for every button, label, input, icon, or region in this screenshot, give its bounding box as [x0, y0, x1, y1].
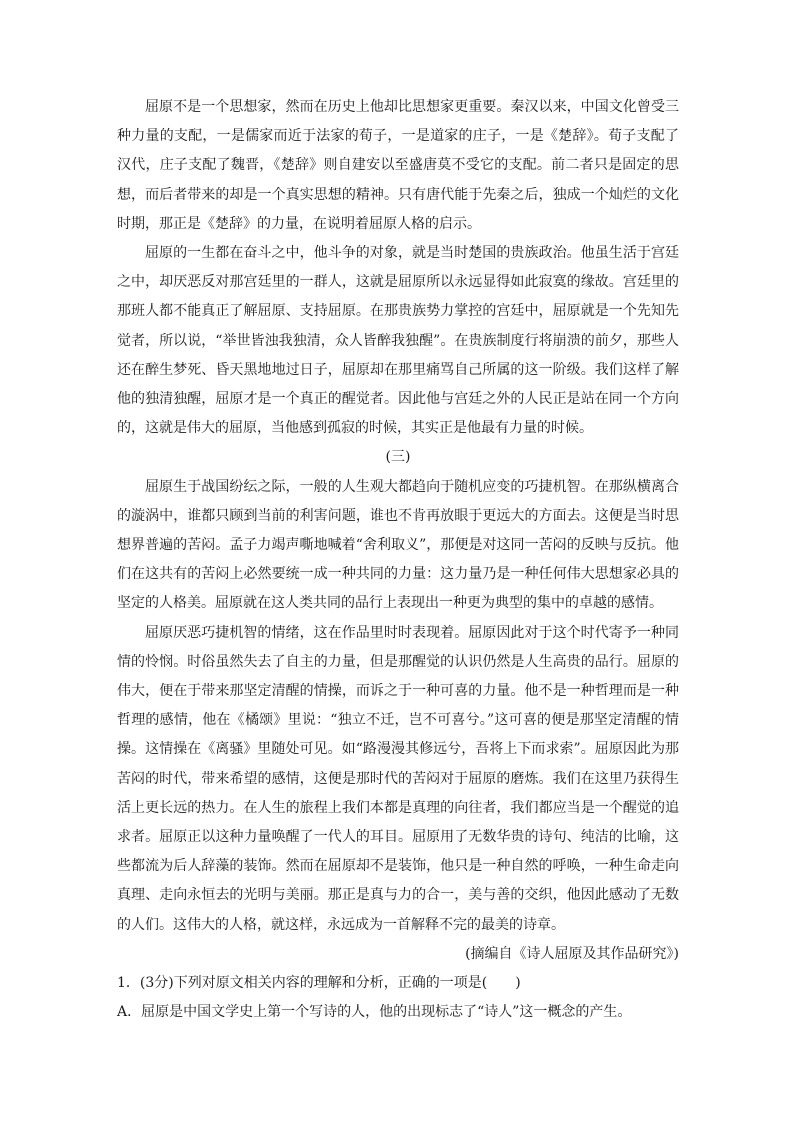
section-heading: (三) [385, 449, 411, 466]
paragraph-1: 屈原不是一个思想家，然而在历史上他却比思想家更重要。秦汉以来，中国文化曾受三种力量的支配，一是儒家而近于法家的荀子，一是道家的庄子，一是《楚辞》。荀子支配了汉代，庄子支配了魏晋，《楚辞》则自建安以至盛唐莫不受它的支配。前二者只是固定的思想，而后者带来的却是一个真实思想的精神。只有唐代能于先秦之后，独成一个灿烂的文化时期，那正是《楚辞》的力量，在说明着屈原人格的启示。 [117, 99, 679, 232]
source-citation: (摘编自《诗人屈原及其作品研究》) [465, 945, 679, 962]
paragraph-4: 屈原厌恶巧捷机智的情绪，这在作品里时时表现着。屈原因此对于这个时代寄予一种同情的怜悯。时俗虽然失去了自主的力量，但是那醒觉的认识仍然是人生高贵的品行。屈原的伟大，便在于带来那坚定清醒的情操，而诉之于一种可喜的力量。他不是一种哲理而是一种哲理的感情，他在《橘颂》里说：“独立不迁，岂不可喜兮。”这可喜的便是那坚定清醒的情操。这情操在《离骚》里随处可见。如“路漫漫其修远兮，吾将上下而求索”。屈原因此为那苦闷的时代，带来希望的感情，这便是那时代的苦闷对于屈原的磨炼。我们在这里乃获得生活上更长远的热力。在人生的旅程上我们本都是真理的向往者，我们都应当是一个醒觉的追求者。屈原正以这种力量唤醒了一代人的耳目。屈原用了无数华贵的诗句、纯洁的比喻，这些都流为后人辞藻的装饰。然而在屈原却不是装饰，他只是一种自然的呼唤，一种生命走向真理、走向永恒去的光明与美丽。那正是真与力的合一，美与善的交织，他因此感动了无数的人们。这伟大的人格，就这样，永远成为一首解释不完的最美的诗章。 [117, 624, 679, 933]
paragraph-3: 屈原生于战国纷纭之际，一般的人生观大都趋向于随机应变的巧捷机智。在那纵横离合的漩涡中，谁都只顾到当前的利害问题，谁也不肯再放眼于更远大的方面去。这便是当时思想界普遍的苦闷。孟子力竭声嘶地喊着“舍利取义”，那便是对这同一苦闷的反映与反抗。他们在这共有的苦闷上必然要统一成一种共同的力量：这力量乃是一种任何伟大思想家必具的坚定的人格美。屈原就在这人类共同的品行上表现出一种更为典型的集中的卓越的感情。 [117, 478, 679, 612]
paragraph-2: 屈原的一生都在奋斗之中，他斗争的对象，就是当时楚国的贵族政治。他虽生活于宫廷之中，却厌恶反对那宫廷里的一群人，这就是屈原所以永远显得如此寂寞的缘故。宫廷里的那班人都不能真正了解屈原、支持屈原。在那贵族势力掌控的宫廷中，屈原就是一个先知先觉者，所以说，“举世皆浊我独清，众人皆醉我独醒”。在贵族制度行将崩溃的前夕，那些人还在醉生梦死、昏天黑地地过日子，屈原却在那里痛骂自己所属的这一阶级。我们这样了解他的独清独醒，屈原才是一个真正的醒觉者。因此他与宫廷之外的人民正是站在同一个方向的，这就是伟大的屈原，当他感到孤寂的时候，其实正是他最有力量的时候。 [117, 245, 679, 437]
document-body [117, 93, 679, 1028]
question-1-option-a: A．屈原是中国文学史上第一个写诗的人，他的出现标志了“诗人”这一概念的产生。 [117, 1004, 632, 1021]
question-1: 1．(3分)下列对原文相关内容的理解和分析，正确的一项是( ) [117, 975, 521, 992]
